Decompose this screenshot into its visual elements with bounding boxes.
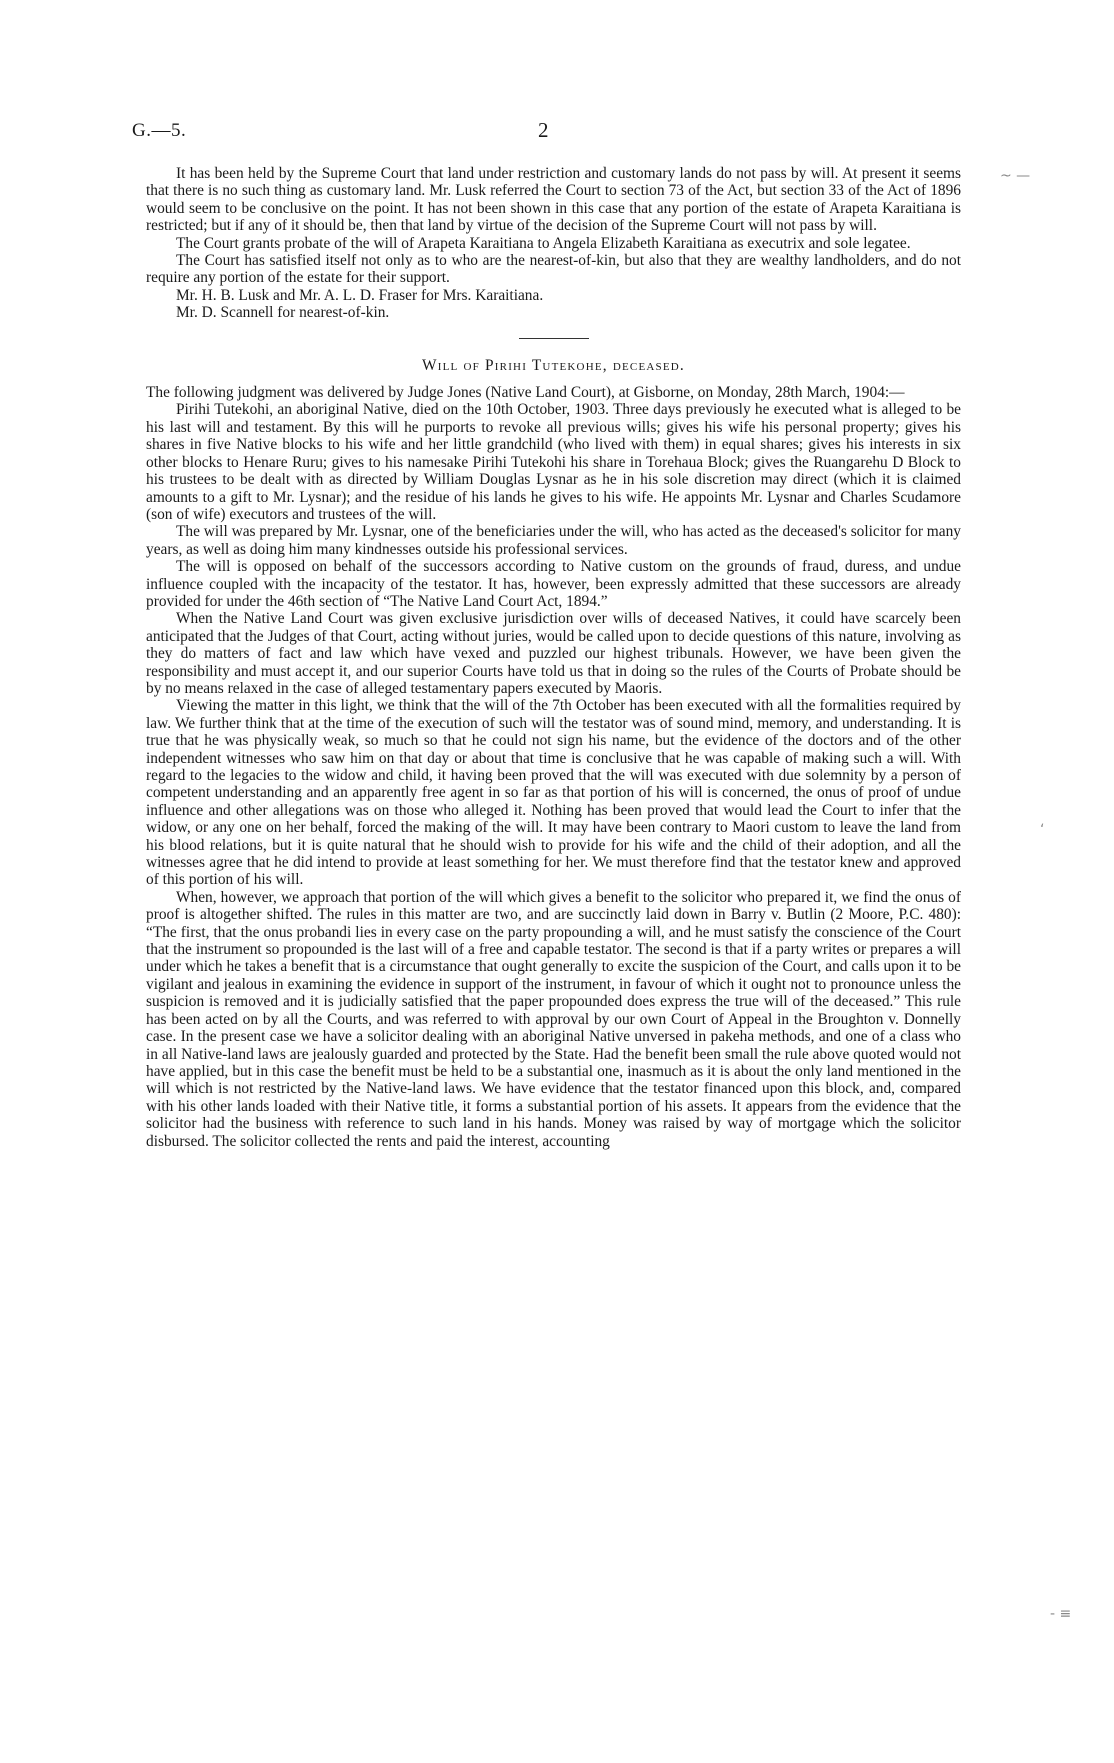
- paragraph: Mr. H. B. Lusk and Mr. A. L. D. Fraser for Mrs. Karaitiana.: [176, 286, 544, 304]
- section-divider: [519, 338, 589, 339]
- paragraph: When, however, we approach that portion of the will which gives a benefit to the solicitor who prepared it, we find the onus of proof is altogether shifted. The rules in this matter are two, and are succinctly laid down in Barry v. Butlin (2 Moore, P.C. 480): “The first, that the onus probandi lies in every case on the party propounding a will, and he must satisfy the conscience of the Court that the instrument so propounded is the last will of a free and capable testator. The second is that if a party writes or prepares a will under which he takes a benefit that is a circumstance that ought generally to excite the suspicion of the Court, and calls upon it to be vigilant and jealous in examining the evidence in support of the instrument, in favour of which it ought not to pronounce unless the suspicion is removed and it is judicially satisfied that the paper propounded does express the true will of the deceased.” This rule has been acted on by all the Courts, and was referred to with approval by our own Court of Appeal in the Broughton v. Donnelly case. In the present case we have a solicitor dealing with an aboriginal Native unversed in pakeha methods, and one of a class who in all Native-land laws are jealously guarded and protected by the State. Had the benefit been small the rule above quoted would not have applied, but in this case the benefit must be held to be a substantial one, inasmuch as it is about the only land mentioned in the will which is not restricted by the Native-land laws. We have evidence that the testator financed upon this block, and, compared with his other lands loaded with their Native title, it forms a substantial portion of his assets. It appears from the evidence that the solicitor had the business with reference to such land in his hands. Money was raised by way of mortgage which the solicitor disbursed. The solicitor collected the rents and paid the interest, accounting: [146, 888, 961, 1150]
- margin-mark: ~ —: [1000, 168, 1031, 184]
- paragraph: It has been held by the Supreme Court that land under restriction and customary lands do not pass by will. At present it seems that there is no such thing as customary land. Mr. Lusk referred the Court to section 73 of the Act, but section 33 of the Act of 1896 would seem to be conclusive on the point. It has not been shown in this case that any portion of the estate of Arapeta Karaitiana is restricted; but if any of it should be, then that land by virtue of the decision of the Supreme Court will not pass by will.: [146, 165, 961, 235]
- paragraph: Mr. D. Scannell for nearest-of-kin.: [176, 304, 390, 322]
- margin-mark: ‘: [1040, 822, 1045, 838]
- document-reference: G.—5.: [132, 120, 187, 141]
- paragraph: When the Native Land Court was given exclusive jurisdiction over wills of deceased Natives, it could have scarcely been anticipated that the Judges of that Court, acting without juries, would be called upon to decide questions of this nature, involving as they do matters of fact and law which have vexed and puzzled our highest tribunals. However, we have been given the responsibility and must accept it, and our superior Courts have told us that in doing so the rules of the Courts of Probate should be by no means relaxed in the case of alleged testamentary papers executed by Maoris.: [146, 610, 961, 697]
- paragraph: Viewing the matter in this light, we think that the will of the 7th October has been executed with all the formalities required by law. We further think that at the time of the execution of such will the testator was of sound mind, memory, and understanding. It is true that he was physically weak, so much so that he could not sign his name, but the evidence of the doctors and of the other independent witnesses who saw him on that day or about that time is conclusive that he was capable of making such a will. With regard to the legacies to the widow and child, it having been proved that the will was executed with due solemnity by a person of competent understanding and an apparently free agent in so far as that portion of his will is concerned, the onus of proof of undue influence and other allegations was on those who alleged it. Nothing has been proved that would lead the Court to infer that the widow, or any one on her behalf, forced the making of the will. It may have been contrary to Maori custom to leave the land from his blood relations, but it is quite natural that he should wish to provide for his wife and the child of their adoption, and all the witnesses agree that he did intend to provide at least something for her. We must therefore find that the testator knew and approved of this portion of his will.: [146, 697, 961, 889]
- preceding-judgment-text: [146, 165, 961, 322]
- paragraph: The following judgment was delivered by Judge Jones (Native Land Court), at Gisborne, on Monday, 28th March, 1904:—: [146, 384, 905, 402]
- paragraph: The Court has satisfied itself not only as to who are the nearest-of-kin, but also that they are wealthy landholders, and do not require any portion of the estate for their support.: [146, 252, 961, 287]
- page-number: 2: [538, 118, 549, 142]
- paragraph: The will was prepared by Mr. Lysnar, one of the beneficiaries under the will, who has acted as the deceased's solicitor for many years, as well as doing him many kindnesses outside his professional services.: [146, 523, 961, 558]
- judgment-text: [146, 384, 961, 1150]
- margin-mark: - ≡: [1050, 1606, 1072, 1622]
- section-heading: Will of Pirihi Tutekohe, deceased.: [422, 356, 685, 374]
- paragraph: Pirihi Tutekohi, an aboriginal Native, died on the 10th October, 1903. Three days previously he executed what is alleged to be his last will and testament. By this will he purports to revoke all previous wills; gives his wife his personal property; gives his shares in five Native blocks to his wife and her little grandchild (who lived with them) in equal shares; gives his interests in six other blocks to Henare Ruru; gives to his namesake Pirihi Tutekohi his share in Torehaua Block; gives the Ruangarehu D Block to his trustees to be dealt with as directed by William Douglas Lysnar as he in his sole discretion may direct (which it is claimed amounts to a gift to Mr. Lysnar); and the residue of his lands he gives to his wife. He appoints Mr. Lysnar and Charles Scudamore (son of wife) executors and trustees of the will.: [146, 401, 961, 523]
- document-body: [146, 165, 961, 1150]
- page-header: [132, 120, 972, 150]
- paragraph: The will is opposed on behalf of the successors according to Native custom on the grounds of fraud, duress, and undue influence coupled with the incapacity of the testator. It has, however, been expressly admitted that these successors are already provided for under the 46th section of “The Native Land Court Act, 1894.”: [146, 558, 961, 610]
- paragraph: The Court grants probate of the will of Arapeta Karaitiana to Angela Elizabeth Karaitiana as executrix and sole legatee.: [176, 234, 911, 252]
